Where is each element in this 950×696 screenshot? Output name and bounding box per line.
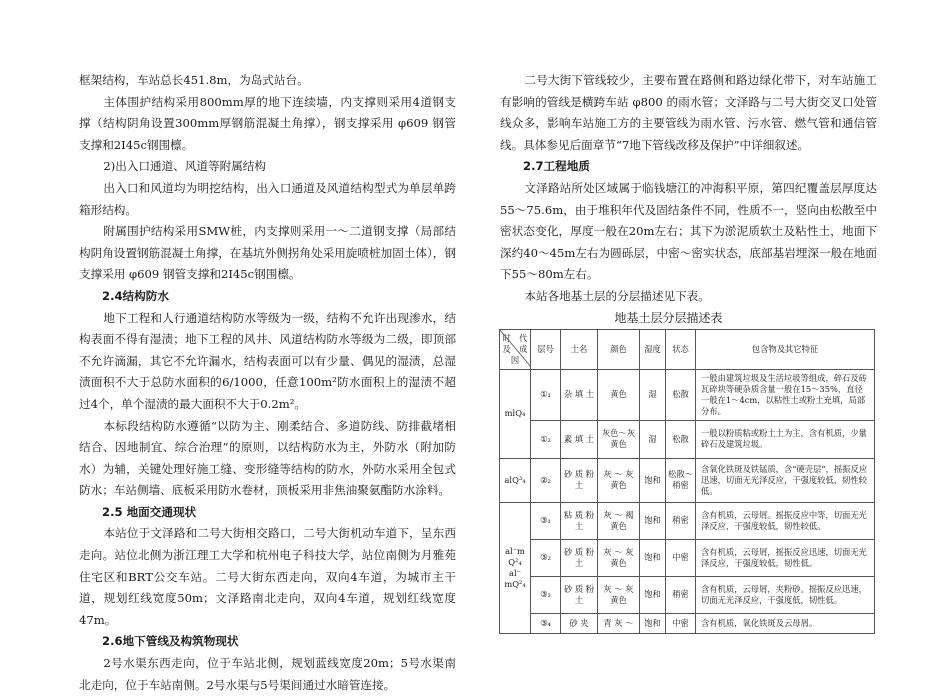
- table-row: [500, 369, 875, 420]
- section-heading: 2.5 地面交通现状: [102, 504, 197, 519]
- table-row: [500, 539, 875, 576]
- cell-color: 黄色: [598, 369, 640, 420]
- cell-state: 松散: [666, 369, 696, 420]
- paragraph: 文泽路站所处区域属于临钱塘江的冲海积平原，第四纪覆盖层厚度达55～75.6m，由于堆积年代及固结条件不同，性质不一，竖向由松散至中密状态变化，厚度一般在20m左右；其下为淤泥质软土及粘性土，地面下深约40～45m左右为圆砾层，中密～密实状态，底部基岩埋深一般在地面下55～80m左右。: [500, 180, 877, 282]
- left-column: [79, 70, 456, 696]
- cell-color: 灰 ～ 灰黄色: [598, 539, 640, 576]
- cell-color: 青 灰 ～: [598, 613, 640, 633]
- paragraph: 主体围护结构采用800mm厚的地下连续墙，内支撑则采用4道钢支撑（结构阴角设置300mm厚钢筋混凝土角撑），钢支撑采用 φ609 钢管支撑和2I45c钢围檩。: [79, 94, 456, 152]
- table-row: [500, 613, 875, 633]
- cell-layer: ③₂: [531, 539, 561, 576]
- group-cell: mlQ₄: [500, 369, 531, 458]
- cell-layer: ③₃: [531, 576, 561, 613]
- header-era-origin: [500, 329, 531, 369]
- cell-name: 砂 质 粉土: [561, 539, 598, 576]
- header-color: 颜色: [598, 329, 640, 369]
- cell-name: 粘 质 粉土: [561, 502, 598, 539]
- header-name: 土名: [561, 329, 598, 369]
- cell-features: 含有机质，氧化铁斑及云母屑。: [696, 613, 875, 633]
- group-cell: al⁻m Q²₄ al⁻ mQ²₄: [500, 502, 531, 633]
- cell-name: 杂 填 土: [561, 369, 598, 420]
- cell-state: 松散: [666, 420, 696, 458]
- cell-name: 砂 质 粉土: [561, 458, 598, 502]
- cell-name: 砂 夹: [561, 613, 598, 633]
- cell-state: 稍密: [666, 502, 696, 539]
- header-origin: 因: [510, 354, 520, 365]
- paragraph: 二号大街下管线较少，主要布置在路侧和路边绿化带下，对车站施工有影响的管线是横跨车站 φ800 的雨水管；文泽路与二号大街交叉口处管线众多，影响车站施工方的主要管线为雨水管、污水管、燃气管和通信管线。具体参见后面章节“7地下管线改移及保护”中详细叙述。: [500, 73, 877, 152]
- cell-features: 一般由建筑垃圾及生活垃圾等组成，碎石及砖瓦碎块等硬杂质含量一般在15～35%，直径一般在1～4cm，以粘性土或粉土充填，局部分布。: [696, 369, 875, 420]
- section-heading: 2.4结构防水: [102, 288, 169, 303]
- header-era: 时 代: [502, 332, 528, 343]
- header-and: 及 成: [502, 343, 528, 354]
- section-heading: 2.7工程地质: [523, 159, 590, 174]
- cell-moisture: 饱和: [640, 539, 666, 576]
- right-column: [500, 70, 877, 634]
- cell-state: 稍密: [666, 576, 696, 613]
- paragraph: 2)出入口通道、风道等附属结构: [103, 159, 266, 174]
- header-state: 状态: [666, 329, 696, 369]
- paragraph: 附属围护结构采用SMW桩，内支撑则采用一～二道钢支撑（局部结构阴角设置钢筋混凝土角撑，在基坑外侧拐角处采用旋喷桩加固土体），钢支撑采用 φ609 钢管支撑和2I45c钢围檩。: [79, 224, 456, 282]
- paragraph: 出入口和风道均为明挖结构，出入口通道及风道结构型式为单层单跨箱形结构。: [79, 180, 456, 217]
- cell-state: 松散～稍密: [666, 458, 696, 502]
- header-features: 包含物及其它特征: [696, 329, 875, 369]
- section-heading: 2.6地下管线及构筑物现状: [102, 634, 239, 649]
- cell-features: 含有机质，云母屑，夹粉砂。摇振反应迅速，切面无光泽反应，干强度低，韧性低。: [696, 576, 875, 613]
- diagonal-line-icon: [500, 330, 531, 367]
- cell-layer: ③₁: [531, 502, 561, 539]
- cell-color: 灰 ～ 灰黄色: [598, 458, 640, 502]
- cell-state: 中密: [666, 539, 696, 576]
- cell-moisture: 饱和: [640, 576, 666, 613]
- table-header-row: [500, 329, 875, 369]
- paragraph: 地下工程和人行通道结构防水等级为一级，结构不允许出现渗水，结构表面不得有湿渍；地下工程的风井、风道结构防水等级为二级，即顶部不允许滴漏，其它不允许漏水，结构表面可以有少量、偶见的湿渍，总湿渍面积不大于总防水面积的6/1000，任意100m²防水面积上的湿渍不超过4个，单个湿渍的最大面积不大于0.2m²。: [79, 310, 456, 411]
- header-layer: 层号: [531, 329, 561, 369]
- cell-color: 灰 ～ 灰黄色: [598, 576, 640, 613]
- table-title: 地基土层分层描述表: [614, 310, 723, 325]
- cell-name: 砂 质 粉土: [561, 576, 598, 613]
- group-cell: alQ³₄: [500, 458, 531, 502]
- cell-state: 中密: [666, 613, 696, 633]
- cell-features: 含有机质，云母屑，摇振反应迅速，切面无光泽反应，干强度较低，韧性低。: [696, 539, 875, 576]
- cell-color: 灰 ～ 褐黄色: [598, 502, 640, 539]
- table-row: [500, 458, 875, 502]
- paragraph: 本标段结构防水遵循“以防为主、刚柔结合、多道防线、防排截堵相结合、因地制宜、综合治理”的原则，以结构防水为主，外防水（附加防水）为辅，关键处理好施工缝、变形缝等结构的防水，外防水采用全包式防水；车站侧墙、底板采用防水卷材，顶板采用非焦油聚氨酯防水涂料。: [79, 418, 456, 498]
- table-row: [500, 576, 875, 613]
- cell-layer: ②₂: [531, 458, 561, 502]
- cell-moisture: 湿: [640, 369, 666, 420]
- cell-moisture: 湿: [640, 420, 666, 458]
- cell-features: 一般以粉质粘或粉土土为主，含有机质，少量碎石及建筑垃圾。: [696, 420, 875, 458]
- cell-features: 含氧化铁斑及铁锰质，含“硬壳层”，摇振反应迅速，切面无光泽反应，干强度较低，韧性较低。: [696, 458, 875, 502]
- cell-name: 素 填 土: [561, 420, 598, 458]
- cell-moisture: 饱和: [640, 613, 666, 633]
- cell-features: 含有机质，云母屑。摇振反应中等，切面无光泽反应，干强度较低，韧性较低。: [696, 502, 875, 539]
- soil-layer-table: [499, 329, 875, 634]
- cell-layer: ③₄: [531, 613, 561, 633]
- paragraph: 框架结构，车站总长451.8m，为岛式站台。: [79, 73, 309, 87]
- paragraph: 2号水渠东西走向，位于车站北侧，规划蓝线宽度20m；5号水渠南北走向，位于车站南侧。2号水渠与5号渠间通过水暗管连接。: [79, 656, 456, 692]
- cell-layer: ①₁: [531, 369, 561, 420]
- cell-moisture: 饱和: [640, 458, 666, 502]
- paragraph: 本站各地基土层的分层描述见下表。: [524, 288, 710, 303]
- cell-moisture: 饱和: [640, 502, 666, 539]
- table-row: [500, 420, 875, 458]
- cell-layer: ①₂: [531, 420, 561, 458]
- paragraph: 本站位于文泽路和二号大街相交路口，二号大街机动车道下，呈东西走向。站位北侧为浙江理工大学和杭州电子科技大学，站位南侧为月雅苑住宅区和BRT公交车站。二号大街东西走向，双向4车道，为城市主干道，规划红线宽度50m；文泽路南北走向，双向4车道，规划红线宽度47m。: [79, 526, 456, 627]
- table-row: [500, 502, 875, 539]
- cell-color: 灰色～灰黄色: [598, 420, 640, 458]
- header-moisture: 湿度: [640, 329, 666, 369]
